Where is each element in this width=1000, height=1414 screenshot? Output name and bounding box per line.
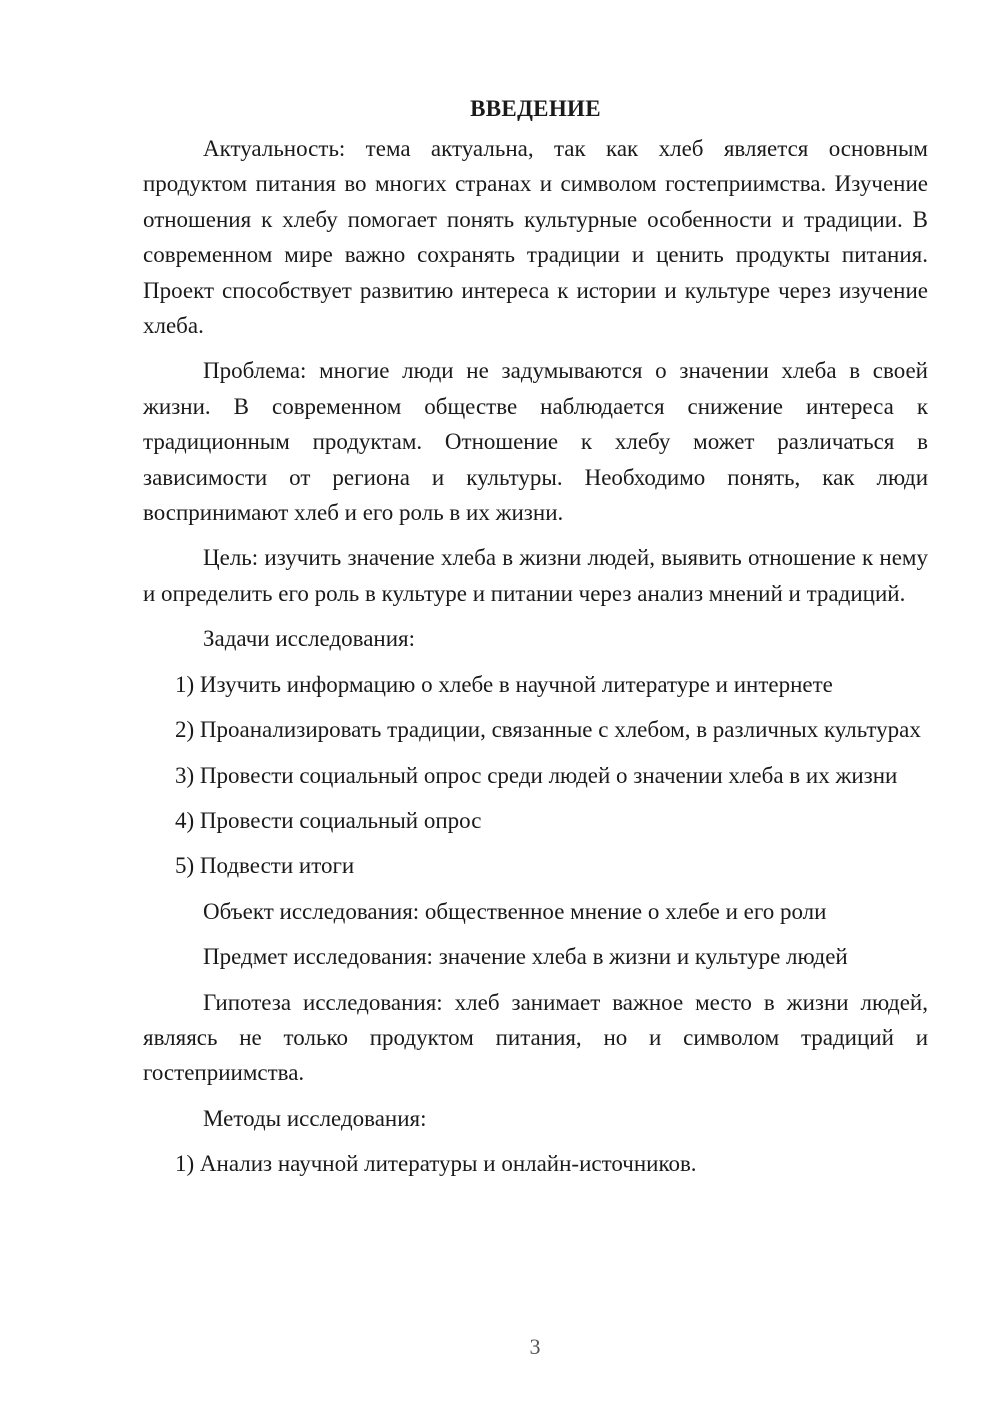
subject-paragraph: Предмет исследования: значение хлеба в жизни и культуре людей	[203, 944, 848, 970]
tasks-heading: Задачи исследования:	[203, 626, 416, 652]
task-item-4: 4) Провести социальный опрос	[175, 807, 482, 833]
object-paragraph: Объект исследования: общественное мнение о хлебе и его роли	[203, 898, 827, 924]
methods-heading: Методы исследования:	[203, 1105, 427, 1131]
problem-paragraph: Проблема: многие люди не задумываются о значении хлеба в своей жизни. В современном обществе наблюдается снижение интереса к традиционным продуктам. Отношение к хлебу может различаться в зависимости от региона и культуры. Необходимо понять, как люди воспринимают хлеб и его роль в их жизни.	[143, 358, 928, 526]
hypothesis-paragraph: Гипотеза исследования: хлеб занимает важное место в жизни людей, являясь не только продуктом питания, но и символом традиций и гостеприимства.	[143, 989, 928, 1086]
task-item-2: 2) Проанализировать традиции, связанные с хлебом, в различных культурах	[175, 717, 921, 743]
page-title: ВВЕДЕНИЕ	[470, 96, 601, 121]
page-content	[143, 92, 928, 1192]
task-item-3: 3) Провести социальный опрос среди людей о значении хлеба в их жизни	[175, 762, 898, 788]
method-item-1: 1) Анализ научной литературы и онлайн-источников.	[175, 1151, 697, 1177]
task-item-5: 5) Подвести итоги	[175, 853, 355, 879]
page-number: 3	[529, 1334, 541, 1359]
task-item-1: 1) Изучить информацию о хлебе в научной литературе и интернете	[175, 671, 833, 697]
relevance-paragraph: Актуальность: тема актуальна, так как хлеб является основным продуктом питания во многих странах и символом гостеприимства. Изучение отношения к хлебу помогает понять культурные особенности и традиции. В современном мире важно сохранять традиции и ценить продукты питания. Проект способствует развитию интереса к истории и культуре через изучение хлеба.	[143, 136, 928, 339]
goal-paragraph: Цель: изучить значение хлеба в жизни людей, выявить отношение к нему и определить его роль в культуре и питании через анализ мнений и традиций.	[143, 545, 928, 606]
